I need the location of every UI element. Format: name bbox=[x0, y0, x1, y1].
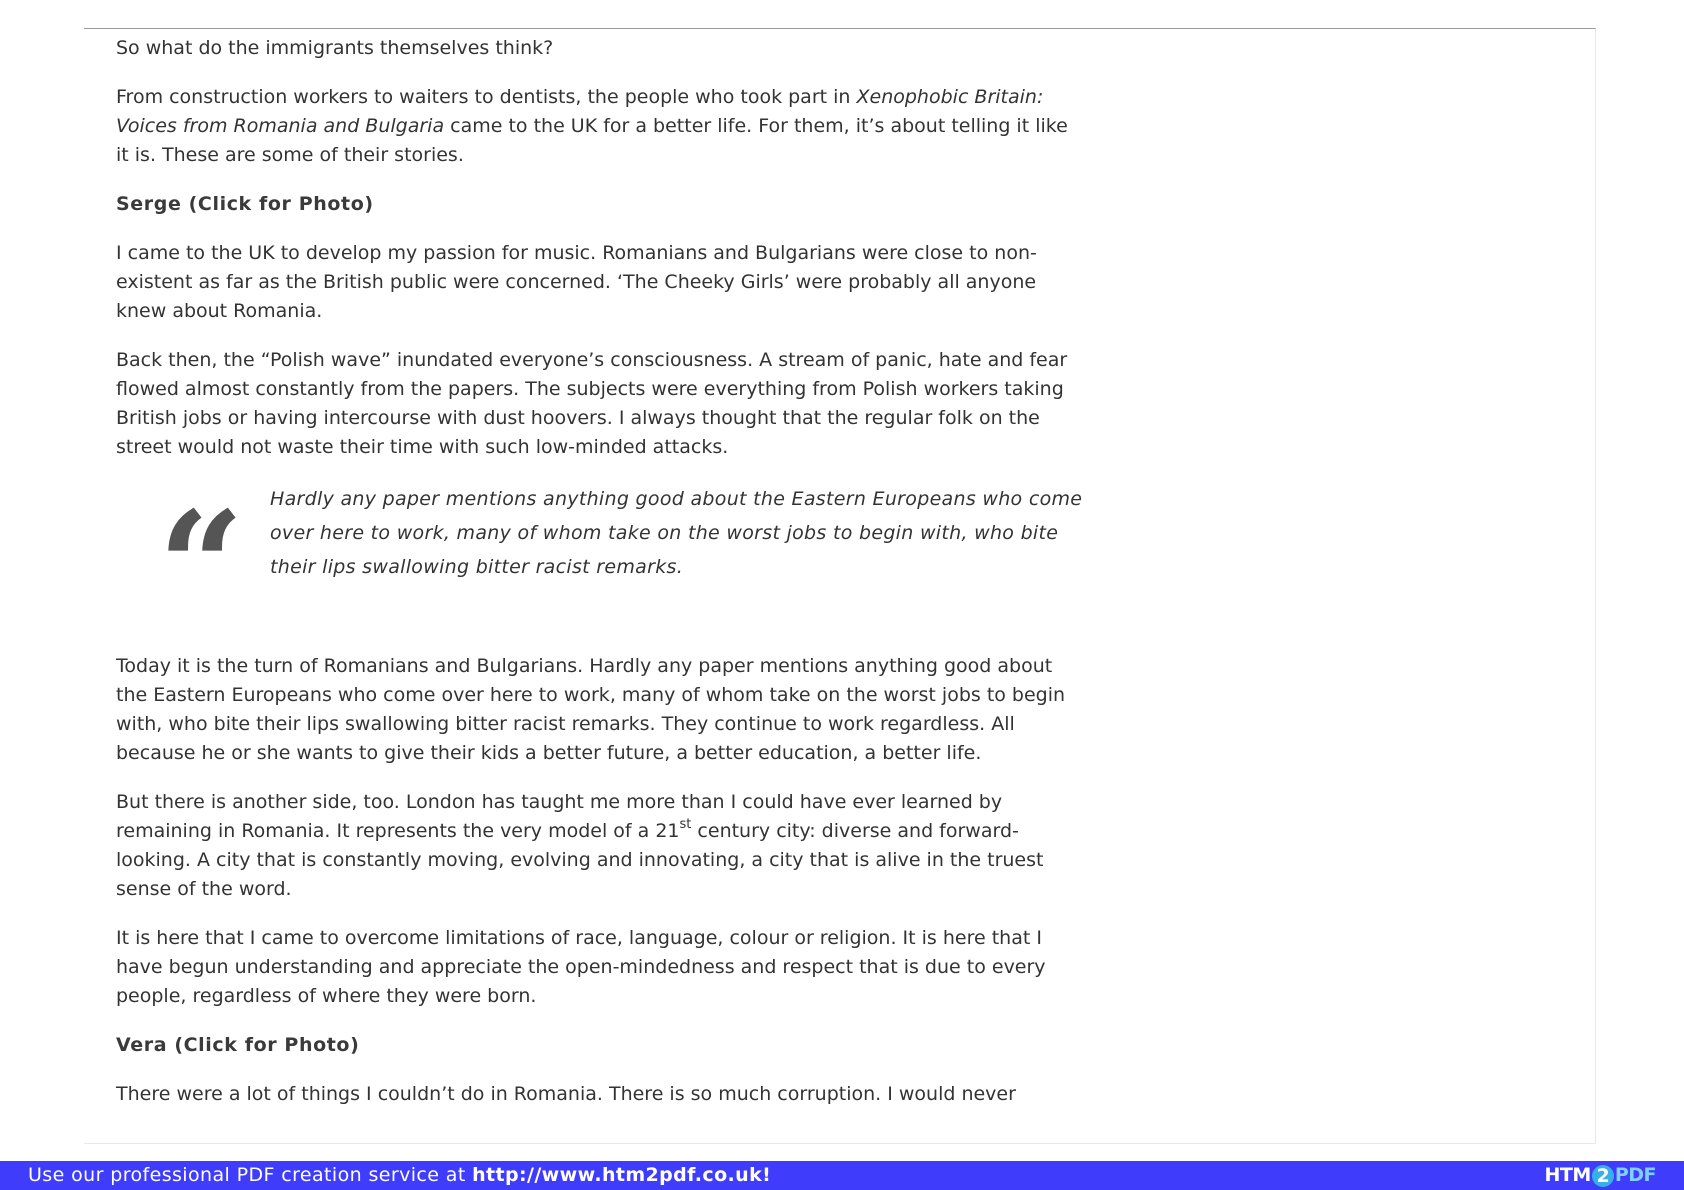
serge-paragraph-5: It is here that I came to overcome limitations of race, language, colour or religion. It is here that I have begun understanding and appreciate the open-mindedness and respect that is due to every people, regardless of where they were born. bbox=[116, 927, 1046, 1007]
article-body bbox=[116, 34, 1083, 1129]
htm2pdf-logo[interactable] bbox=[1545, 1163, 1656, 1188]
documentary-title: Xenophobic Britain: Voices from Romania and Bulgaria bbox=[116, 86, 1044, 137]
serge-p4-after: century city: diverse and forward-looking. A city that is constantly moving, evolving and innovating, a city that is alive in the truest sense of the word. bbox=[116, 820, 1044, 900]
intro-text-before: From construction workers to waiters to dentists, the people who took part in bbox=[116, 86, 857, 108]
footer-promo-link[interactable]: http://www.htm2pdf.co.uk! bbox=[472, 1164, 772, 1186]
serge-paragraph-4 bbox=[116, 788, 1076, 904]
serge-paragraph-1: I came to the UK to develop my passion for music. Romanians and Bulgarians were close to non-existent as far as the British public were concerned. ‘The Cheeky Girls’ were probably all anyone knew about Romania. bbox=[116, 242, 1037, 322]
quote-mark-icon: “ bbox=[158, 479, 239, 655]
intro-text-after: came to the UK for a better life. For them, it’s about telling it like it is. These are some of their stories. bbox=[116, 115, 1068, 166]
pull-quote-text: Hardly any paper mentions anything good about the Eastern Europeans who come over here to work, many of whom take on the worst jobs to begin with, who bite their lips swallowing bitter racist remarks. bbox=[270, 488, 1083, 578]
logo-two-gear-icon: 2 bbox=[1592, 1165, 1614, 1187]
pull-quote bbox=[116, 479, 1083, 655]
footer-promo-text: Use our professional PDF creation service at bbox=[28, 1164, 473, 1186]
vera-paragraph-1: There were a lot of things I couldn’t do in Romania. There is so much corruption. I would never bbox=[116, 1083, 1016, 1105]
logo-htm: HTM bbox=[1544, 1164, 1591, 1186]
footer-promo-bar bbox=[0, 1161, 1684, 1190]
serge-paragraph-2: Back then, the “Polish wave” inundated everyone’s consciousness. A stream of panic, hate and fear flowed almost constantly from the papers. The subjects were everything from Polish workers taking British jobs or having intercourse with dust hoovers. I always thought that the regular folk on the street would not waste their time with such low-minded attacks. bbox=[116, 349, 1068, 458]
vera-heading-link[interactable]: Vera (Click for Photo) bbox=[116, 1034, 360, 1056]
footer-promo bbox=[28, 1161, 771, 1190]
serge-heading-link[interactable]: Serge (Click for Photo) bbox=[116, 193, 374, 215]
serge-p4-before: But there is another side, too. London has taught me more than I could have ever learned by remaining in Romania. It represents the very model of a 21 bbox=[116, 791, 1003, 842]
intro-paragraph bbox=[116, 83, 1076, 170]
ordinal-superscript: st bbox=[679, 816, 692, 832]
logo-pdf: PDF bbox=[1614, 1164, 1656, 1186]
serge-paragraph-3: Today it is the turn of Romanians and Bulgarians. Hardly any paper mentions anything good about the Eastern Europeans who come over here to work, many of whom take on the worst jobs to begin with, who bite their lips swallowing bitter racist remarks. They continue to work regardless. All because he or she wants to give their kids a better future, a better education, a better life. bbox=[116, 655, 1066, 764]
intro-question: So what do the immigrants themselves think? bbox=[116, 37, 554, 59]
